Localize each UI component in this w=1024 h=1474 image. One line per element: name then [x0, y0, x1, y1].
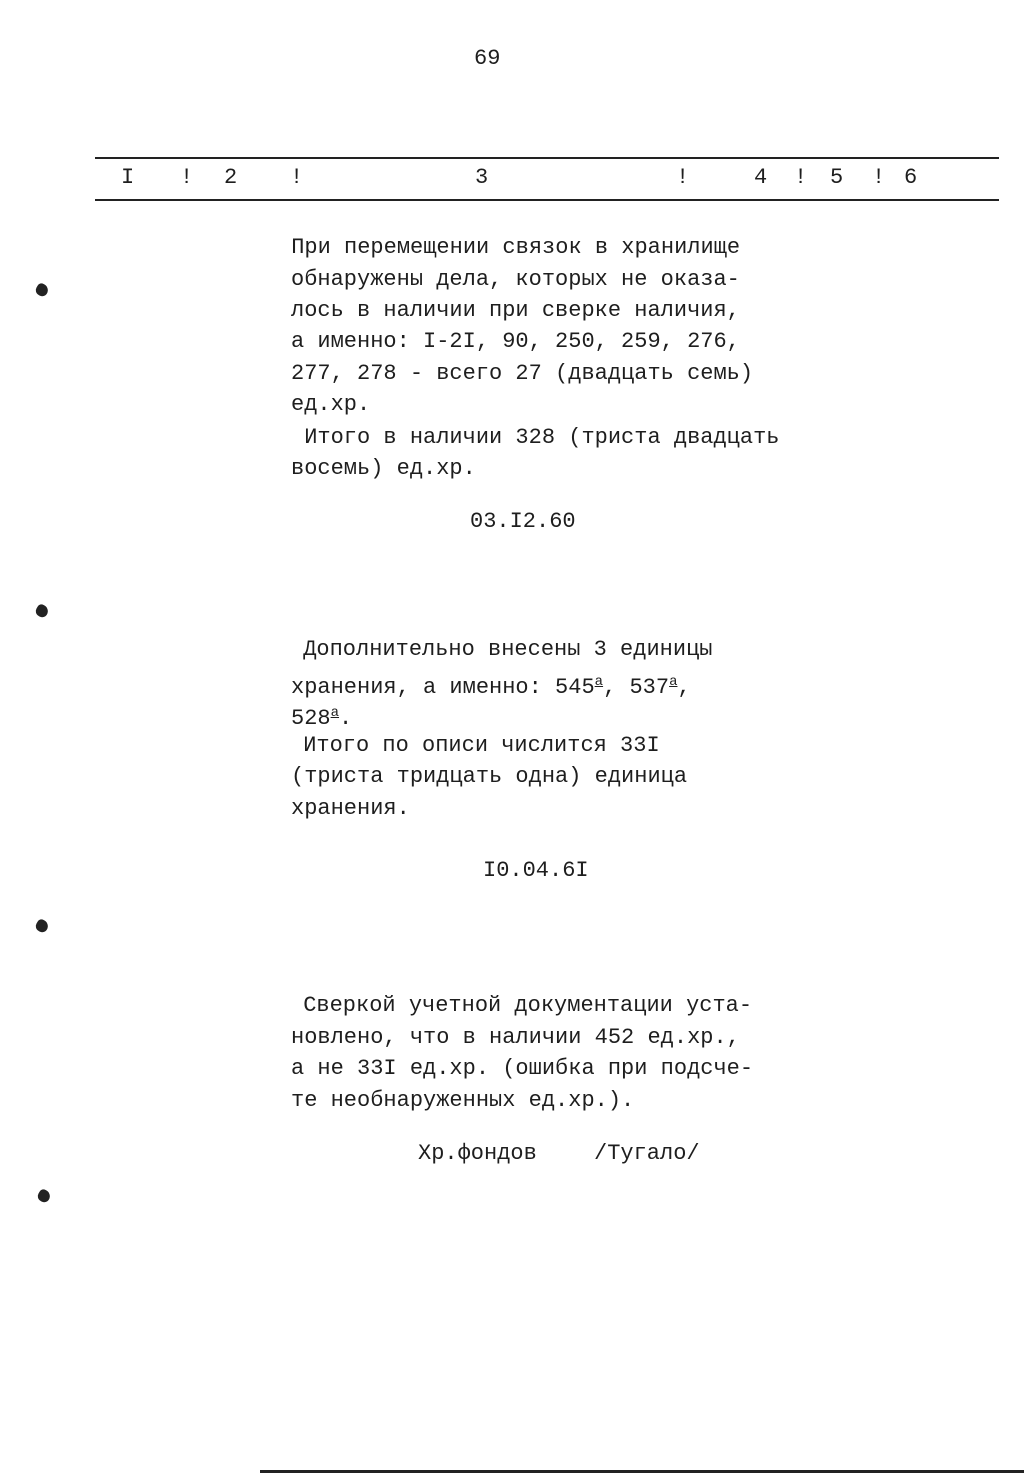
text-line: хранения. — [291, 796, 410, 821]
entry-date: I0.04.6I — [483, 858, 589, 883]
text-line: Дополнительно внесены 3 единицы — [290, 637, 713, 662]
text-line: лось в наличии при сверке наличия, — [291, 298, 740, 323]
text-line: восемь) ед.хр. — [291, 456, 476, 481]
column-2: 2 — [224, 165, 238, 190]
text-line: Итого по описи числится 33I — [290, 733, 660, 758]
signature-name: /Тугало/ — [594, 1141, 700, 1166]
bottom-edge-rule — [260, 1470, 1024, 1473]
binding-hole-mark — [36, 1188, 52, 1204]
text-line: $528^а$. — [291, 705, 353, 731]
text-line: ед.хр. — [291, 392, 371, 417]
item-number: 537 — [629, 675, 670, 700]
text-segment: хранения, а именно: — [291, 675, 556, 700]
binding-hole-mark — [34, 918, 50, 934]
text-line: а именно: I-2I, 90, 250, 259, 276, — [291, 329, 740, 354]
text-line: а не 33I ед.хр. (ошибка при подсче- — [291, 1056, 754, 1081]
binding-hole-mark — [34, 282, 50, 298]
column-4: 4 — [754, 165, 768, 190]
item-number: 545 — [555, 675, 595, 700]
column-separator: ! — [872, 165, 886, 190]
column-3: 3 — [475, 165, 489, 190]
binding-hole-mark — [34, 603, 50, 619]
entry-date: 03.I2.60 — [470, 509, 576, 534]
column-5: 5 — [830, 165, 844, 190]
text-line: (триста тридцать одна) единица — [291, 764, 688, 789]
signature-title: Хр.фондов — [418, 1141, 537, 1166]
table-top-rule — [95, 157, 999, 159]
column-separator: ! — [180, 165, 194, 190]
text-line: Сверкой учетной документации уста- — [290, 993, 753, 1018]
text-line: новлено, что в наличии 452 ед.хр., — [291, 1025, 740, 1050]
column-separator: ! — [676, 165, 690, 190]
item-number: 528 — [291, 706, 331, 731]
column-1: I — [121, 165, 135, 190]
column-separator: ! — [290, 165, 304, 190]
page-number: 69 — [474, 46, 501, 71]
text-line: 277, 278 - всего 27 (двадцать семь) — [291, 361, 754, 386]
item-suffix: а — [330, 705, 340, 721]
text-line: При перемещении связок в хранилище — [278, 235, 741, 260]
text-line: те необнаруженных ед.хр.). — [291, 1088, 635, 1113]
table-bottom-rule — [95, 199, 999, 201]
column-6: 6 — [904, 165, 918, 190]
item-suffix: а — [594, 674, 604, 690]
text-line: хранения, а именно: $545^а$, $537^а$, — [291, 674, 691, 700]
item-suffix: а — [669, 674, 678, 690]
text-line: обнаружены дела, которых не оказа- — [291, 267, 740, 292]
text-line: Итого в наличии 328 (триста двадцать — [291, 425, 780, 450]
column-separator: ! — [794, 165, 808, 190]
